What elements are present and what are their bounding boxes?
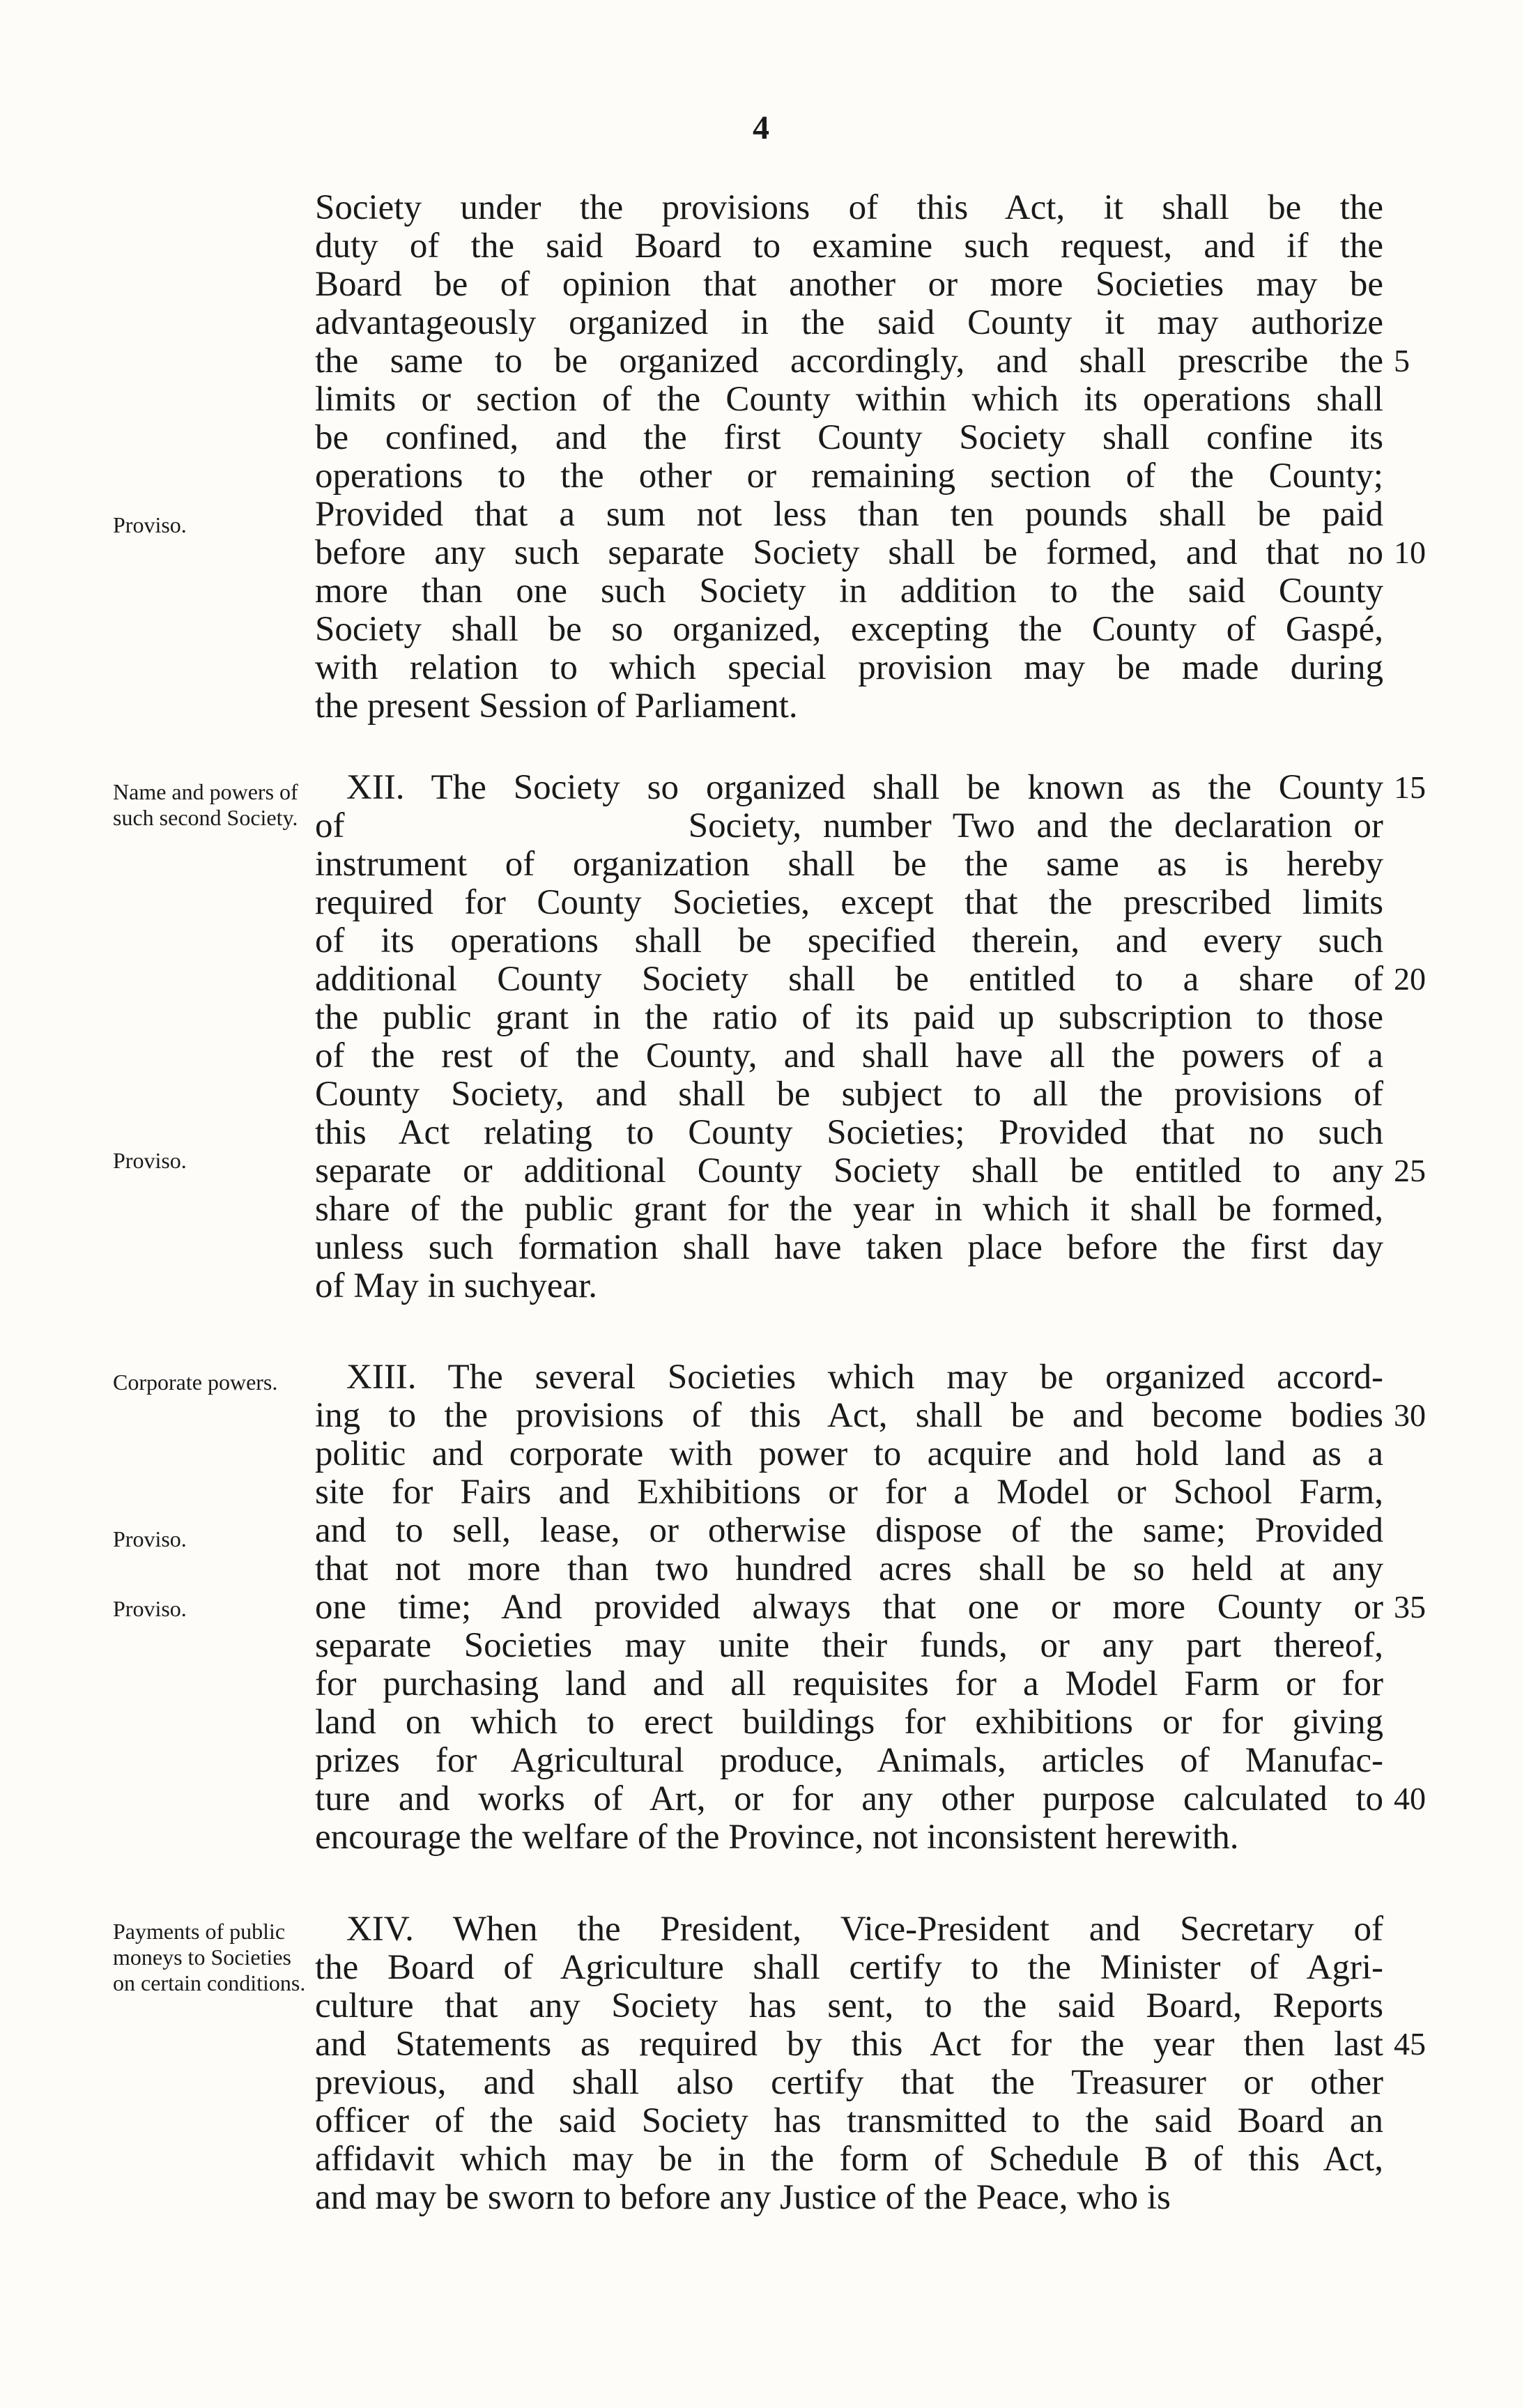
- line-text: site for Fairs and Exhibitions or for a Model or School Farm,: [315, 1473, 1383, 1512]
- line-text: separate Societies may unite their funds, or any part thereof,: [315, 1626, 1383, 1665]
- text-line: [0, 457, 1522, 496]
- line-text: and to sell, lease, or otherwise dispose of the same; Provided: [315, 1511, 1384, 1550]
- line-text: duty of the said Board to examine such request, and if the: [315, 227, 1384, 266]
- line-text: of Society, number Two and the declaration or: [315, 806, 1383, 845]
- line-text: with relation to which special provision may be made during: [315, 648, 1383, 687]
- line-number: 35: [1394, 1589, 1426, 1625]
- text-line: [0, 1779, 1522, 1818]
- text-line: [0, 2140, 1522, 2179]
- margin-note-proviso: Proviso.: [113, 1148, 187, 1173]
- text-line: [0, 1910, 1522, 1949]
- text-line: [0, 883, 1522, 922]
- line-text: that not more than two hundred acres shall be so held at any: [315, 1549, 1384, 1588]
- line-text: culture that any Society has sent, to the said Board, Reports: [315, 1986, 1384, 2025]
- text-line: [0, 1818, 1522, 1857]
- line-text: the Board of Agriculture shall certify to the Minister of Agri-: [315, 1948, 1384, 1987]
- line-text: more than one such Society in addition to the said County: [315, 572, 1384, 611]
- margin-note-proviso: Proviso.: [113, 512, 187, 537]
- line-text: the public grant in the ratio of its paid up subscription to those: [315, 998, 1384, 1037]
- text-line: [0, 610, 1522, 649]
- line-number: 40: [1394, 1781, 1426, 1816]
- line-text: unless such formation shall have taken place before the first day: [315, 1228, 1384, 1267]
- text-line: [0, 1113, 1522, 1152]
- text-line: [0, 1549, 1522, 1588]
- margin-note-proviso: Proviso.: [113, 1596, 187, 1621]
- text-line: [0, 1358, 1522, 1397]
- line-text: additional County Society shall be entitled to a share of: [315, 960, 1383, 999]
- line-text: Provided that a sum not less than ten pounds shall be paid: [315, 495, 1384, 534]
- line-text: ture and works of Art, or for any other purpose calculated to: [315, 1779, 1384, 1818]
- text-line: [0, 1151, 1522, 1190]
- line-text: affidavit which may be in the form of Schedule B of this Act,: [315, 2140, 1384, 2179]
- line-text: operations to the other or remaining section of the County;: [315, 457, 1383, 496]
- text-line: [0, 960, 1522, 999]
- text-line: [0, 1986, 1522, 2025]
- line-number: 15: [1394, 769, 1426, 805]
- text-line: [0, 687, 1522, 726]
- line-number: 45: [1394, 2026, 1426, 2062]
- margin-note-proviso: Proviso.: [113, 1526, 187, 1551]
- text-line: [0, 1948, 1522, 1987]
- text-line: [0, 1473, 1522, 1512]
- text-line: [0, 1588, 1522, 1627]
- text-line: [0, 1664, 1522, 1703]
- line-text: one time; And provided always that one or more County or: [315, 1588, 1384, 1627]
- line-number: 30: [1394, 1397, 1426, 1433]
- text-line: [0, 1190, 1522, 1229]
- line-text: this Act relating to County Societies; Provided that no such: [315, 1113, 1384, 1152]
- line-text: limits or section of the County within which its operations shall: [315, 380, 1384, 419]
- line-text: the same to be organized accordingly, and shall prescribe the: [315, 342, 1383, 381]
- text-line: [0, 921, 1522, 960]
- line-text: of the rest of the County, and shall have all the powers of a: [315, 1036, 1383, 1075]
- line-text: before any such separate Society shall be formed, and that no: [315, 533, 1383, 572]
- line-number: 20: [1394, 961, 1426, 997]
- line-text: separate or additional County Society shall be entitled to any: [315, 1151, 1383, 1190]
- line-text: County Society, and shall be subject to all the provisions of: [315, 1075, 1384, 1114]
- text-line: [0, 768, 1522, 807]
- line-number: 5: [1394, 343, 1410, 378]
- line-text: required for County Societies, except that the prescribed limits: [315, 883, 1383, 922]
- line-text: XII. The Society so organized shall be known as the County: [346, 768, 1383, 807]
- text-line: [0, 2178, 1522, 2217]
- line-text: and may be sworn to before any Justice of the Peace, who is: [315, 2178, 1171, 2217]
- page-number: 4: [753, 109, 769, 146]
- line-text: XIV. When the President, Vice-President and Secretary of: [346, 1910, 1384, 1949]
- line-text: of its operations shall be specified therein, and every such: [315, 921, 1384, 960]
- text-line: [0, 1266, 1522, 1305]
- line-text: instrument of organization shall be the same as is hereby: [315, 845, 1383, 884]
- line-text: be confined, and the first County Society shall confine its: [315, 418, 1384, 457]
- text-line: [0, 1036, 1522, 1075]
- line-text: officer of the said Society has transmitted to the said Board an: [315, 2101, 1384, 2140]
- text-line: [0, 806, 1522, 845]
- line-text: land on which to erect buildings for exhibitions or for giving: [315, 1703, 1383, 1742]
- line-text: XIII. The several Societies which may be organized accord-: [346, 1358, 1383, 1397]
- text-line: [0, 495, 1522, 534]
- line-text: Society shall be so organized, excepting the County of Gaspé,: [315, 610, 1384, 649]
- text-line: [0, 1228, 1522, 1267]
- text-line: [0, 1626, 1522, 1665]
- text-line: [0, 572, 1522, 611]
- text-line: [0, 845, 1522, 884]
- text-line: [0, 533, 1522, 572]
- line-number: 25: [1394, 1153, 1426, 1188]
- line-number: 10: [1394, 535, 1426, 570]
- text-line: [0, 418, 1522, 457]
- line-text: advantageously organized in the said County it may authorize: [315, 303, 1384, 342]
- text-line: [0, 1511, 1522, 1550]
- text-line: [0, 998, 1522, 1037]
- line-text: ing to the provisions of this Act, shall be and become bodies: [315, 1396, 1383, 1435]
- line-text: Board be of opinion that another or more Societies may be: [315, 265, 1384, 304]
- text-line: [0, 1703, 1522, 1742]
- text-line: [0, 1434, 1522, 1473]
- line-text: the present Session of Parliament.: [315, 687, 798, 726]
- line-text: for purchasing land and all requisites for a Model Farm or for: [315, 1664, 1383, 1703]
- text-line: [0, 1396, 1522, 1435]
- text-line: [0, 188, 1522, 227]
- margin-note-payments: Payments of public moneys to Societies on certain conditions.: [113, 1919, 306, 1995]
- text-line: [0, 380, 1522, 419]
- text-line: [0, 342, 1522, 381]
- text-line: [0, 1741, 1522, 1780]
- line-text: share of the public grant for the year in which it shall be formed,: [315, 1190, 1383, 1229]
- text-line: [0, 265, 1522, 304]
- text-line: [0, 2025, 1522, 2064]
- text-line: [0, 2063, 1522, 2102]
- text-line: [0, 2101, 1522, 2140]
- margin-note-name-and-powers: Name and powers of such second Society.: [113, 779, 298, 830]
- line-text: of May in suchyear.: [315, 1266, 598, 1305]
- margin-note-corporate-powers: Corporate powers.: [113, 1370, 278, 1395]
- text-line: [0, 1075, 1522, 1114]
- text-line: [0, 648, 1522, 687]
- text-line: [0, 227, 1522, 266]
- line-text: and Statements as required by this Act for the year then last: [315, 2025, 1383, 2064]
- line-text: encourage the welfare of the Province, not inconsistent herewith.: [315, 1818, 1239, 1857]
- line-text: politic and corporate with power to acquire and hold land as a: [315, 1434, 1383, 1473]
- text-line: [0, 303, 1522, 342]
- line-text: prizes for Agricultural produce, Animals, articles of Manufac-: [315, 1741, 1384, 1780]
- line-text: previous, and shall also certify that the Treasurer or other: [315, 2063, 1383, 2102]
- line-text: Society under the provisions of this Act, it shall be the: [315, 188, 1383, 227]
